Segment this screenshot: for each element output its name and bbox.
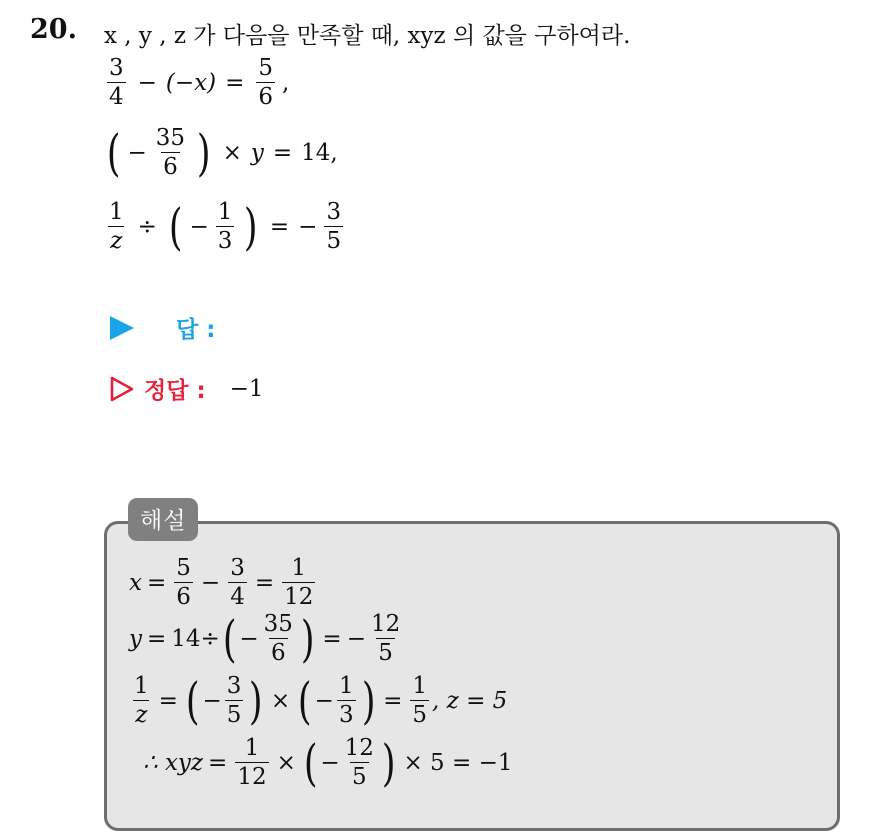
question-number: 20. <box>30 14 77 45</box>
solution-line-2: y = 14÷ ( − $\frac{35}{6}$ ) = − $\frac{12}{5}$ <box>129 609 401 668</box>
solution-line-3: $\frac{1}{z}$ = ( − $\frac{3}{5}$ ) × ( − $\frac{1}{3}$ ) = $\frac{1}{5}$ , z = 5 <box>134 671 508 730</box>
frac-3-5: $\frac{3}{5}$ <box>326 199 342 255</box>
frac: $\frac{1}{3}$ <box>338 673 354 729</box>
frac-3-4: $\frac{3}{4}$ <box>109 55 124 111</box>
frac: $\frac{12}{5}$ <box>344 735 374 791</box>
frac: $\frac{1}{12}$ <box>237 735 267 791</box>
equation-2: ( − $\frac{35}{6}$ ) × y = 14, <box>106 123 338 182</box>
filled-triangle-icon <box>110 316 134 340</box>
outline-triangle-icon <box>110 376 134 402</box>
solution-line-4: ∴ xyz = $\frac{1}{12}$ × ( − $\frac{12}{5}$ ) × 5 = −1 <box>143 733 513 792</box>
answer-row <box>110 311 215 344</box>
frac: $\frac{3}{5}$ <box>226 673 242 729</box>
equation-1: $\frac{3}{4}$ − (−x) = $\frac{5}{6}$ , <box>109 55 290 111</box>
correct-answer-value: −1 <box>229 375 264 402</box>
frac-5-6: $\frac{5}{6}$ <box>258 55 274 111</box>
frac-1-3: $\frac{1}{3}$ <box>217 199 233 255</box>
frac: $\frac{5}{6}$ <box>176 555 191 611</box>
correct-answer-row <box>110 372 264 405</box>
solution-tag: 해설 <box>128 498 198 541</box>
frac: $\frac{35}{6}$ <box>263 611 293 667</box>
answer-label: 답 : <box>176 317 216 343</box>
frac-1-z: $\frac{1}{z}$ <box>109 199 124 255</box>
correct-answer-label: 정답 : <box>144 378 206 404</box>
frac-35-6: $\frac{35}{6}$ <box>155 125 186 181</box>
frac: $\frac{1}{12}$ <box>284 555 314 611</box>
frac: $\frac{3}{4}$ <box>230 555 245 611</box>
solution-line-1: x = $\frac{5}{6}$ − $\frac{3}{4}$ = $\frac{1}{12}$ <box>129 555 314 611</box>
frac: $\frac{1}{z}$ <box>134 673 149 729</box>
frac: $\frac{12}{5}$ <box>370 611 401 667</box>
question-stem: x , y , z 가 다음을 만족할 때, xyz 의 값을 구하여라. <box>104 23 631 49</box>
equation-3: $\frac{1}{z}$ ÷ ( − $\frac{1}{3}$ ) = − $\frac{3}{5}$ <box>109 197 342 256</box>
frac: $\frac{1}{5}$ <box>412 673 428 729</box>
